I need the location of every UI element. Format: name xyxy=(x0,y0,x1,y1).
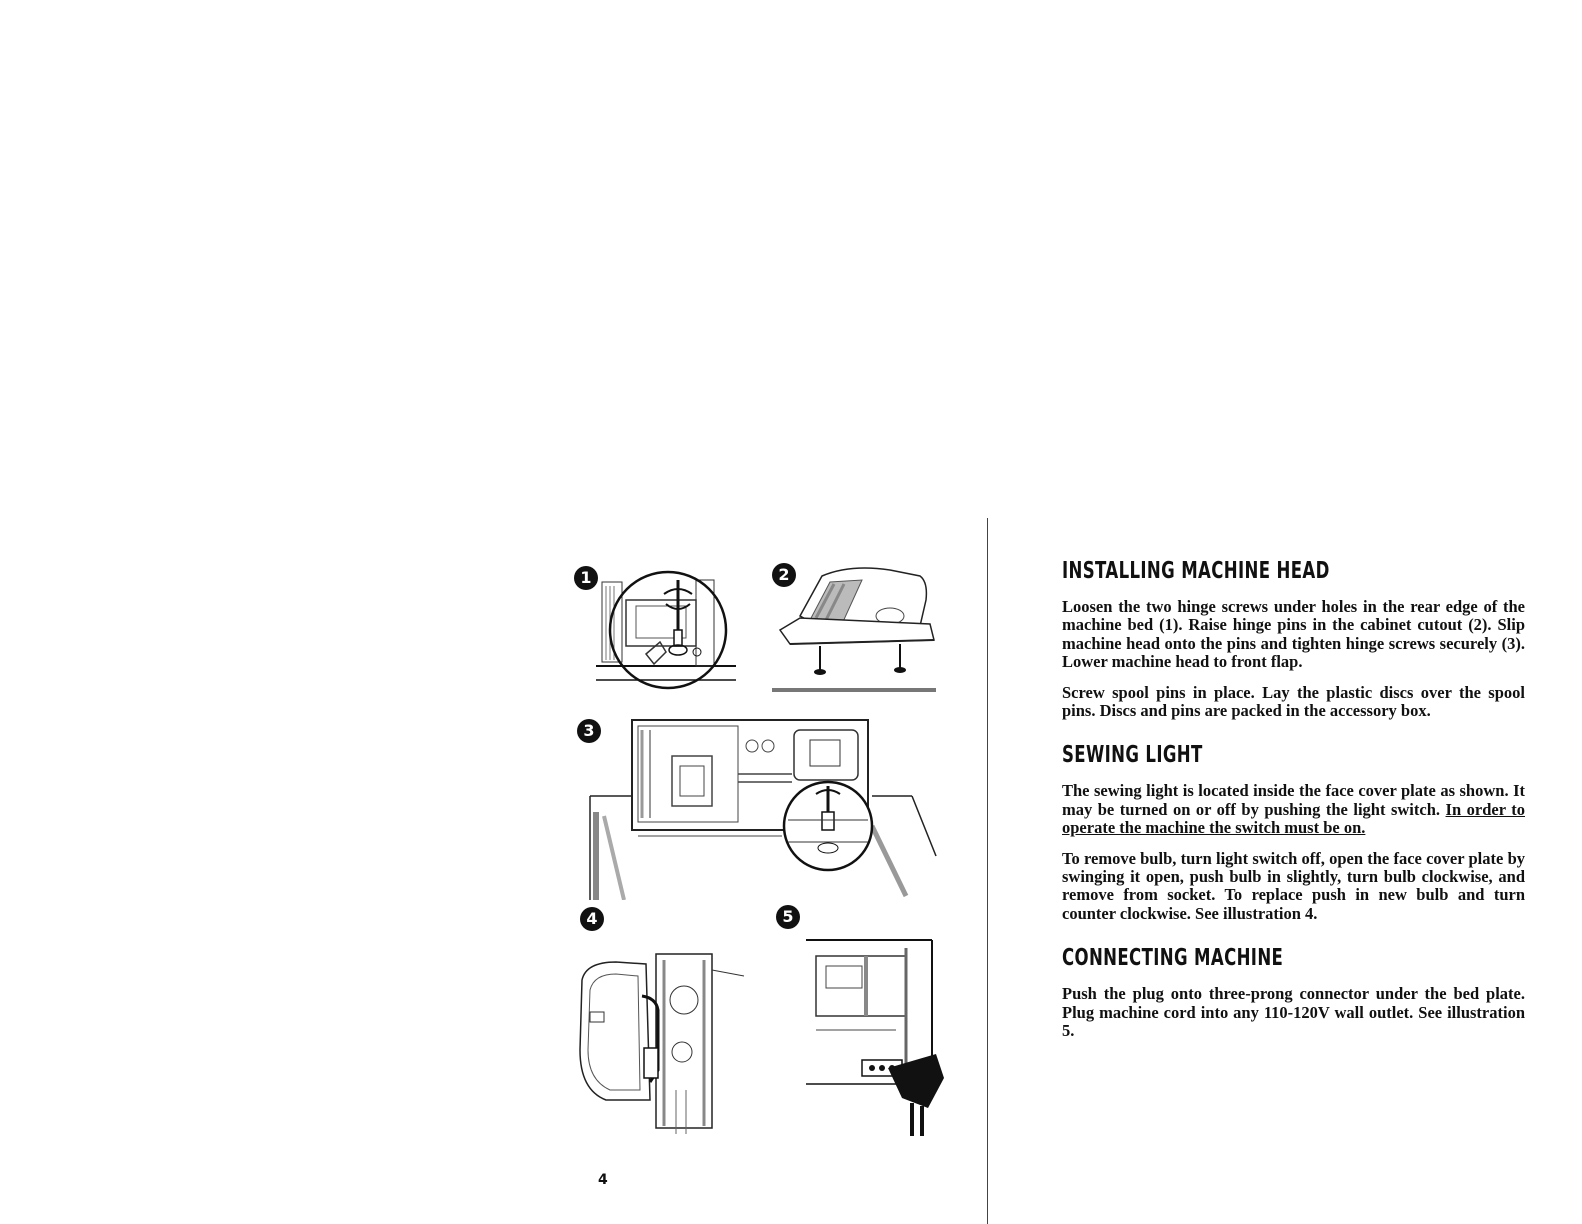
heading-installing-machine-head: INSTALLING MACHINE HEAD xyxy=(1062,558,1330,584)
illustration-number-5: 5 xyxy=(776,905,800,929)
sewing-light-text: The sewing light is located inside the face cover plate as shown. It may be turned on or off by pushing the light switch. xyxy=(1062,781,1525,819)
heading-connecting-machine: CONNECTING MACHINE xyxy=(1062,945,1284,972)
illustration-number-2: 2 xyxy=(772,563,796,587)
section-connecting-machine xyxy=(1062,945,1525,1040)
illustration-number-3: 3 xyxy=(577,719,601,743)
installing-paragraph-2: Screw spool pins in place. Lay the plastic discs over the spool pins. Discs and pins are packed in the accessory box. xyxy=(1062,682,1525,721)
sewing-light-paragraph-1 xyxy=(1062,782,1525,837)
connecting-paragraph-1: Push the plug onto three-prong connector under the bed plate. Plug machine cord into any 110-120V wall outlet. See illustration 5. xyxy=(1062,984,1525,1041)
illustration-1-hinge-screw xyxy=(596,570,736,690)
sewing-light-paragraph-2: To remove bulb, turn light switch off, open the face cover plate by swinging it open, push bulb in slightly, turn bulb clockwise, and remove from socket. To replace push in new bulb and turn counter clockwise. See illustration 4. xyxy=(1062,848,1525,923)
illustration-number-1: 1 xyxy=(574,566,598,590)
illustration-2-cabinet-pins xyxy=(770,560,938,695)
section-installing-machine-head xyxy=(1062,558,1525,720)
sewing-light-underlined-note: In order to operate the machine the switch must be on. xyxy=(1062,799,1525,838)
heading-sewing-light: SEWING LIGHT xyxy=(1062,742,1203,769)
installing-paragraph-1: Loosen the two hinge screws under holes in the rear edge of the machine bed (1). Raise hinge pins in the cabinet cutout (2). Slip machine head onto the pins and tighten hinge screws securely (3). Lower machine head to front flap. xyxy=(1062,597,1525,672)
illustration-number-4: 4 xyxy=(580,907,604,931)
illustration-5-connector-plug xyxy=(806,938,946,1138)
page-divider xyxy=(987,518,988,1224)
section-sewing-light xyxy=(1062,742,1525,923)
illustration-4-face-cover-bulb xyxy=(576,940,746,1134)
instructions-column xyxy=(1062,558,1525,1063)
illustration-3-machine-base xyxy=(572,716,938,900)
page-number: 4 xyxy=(598,1172,608,1188)
